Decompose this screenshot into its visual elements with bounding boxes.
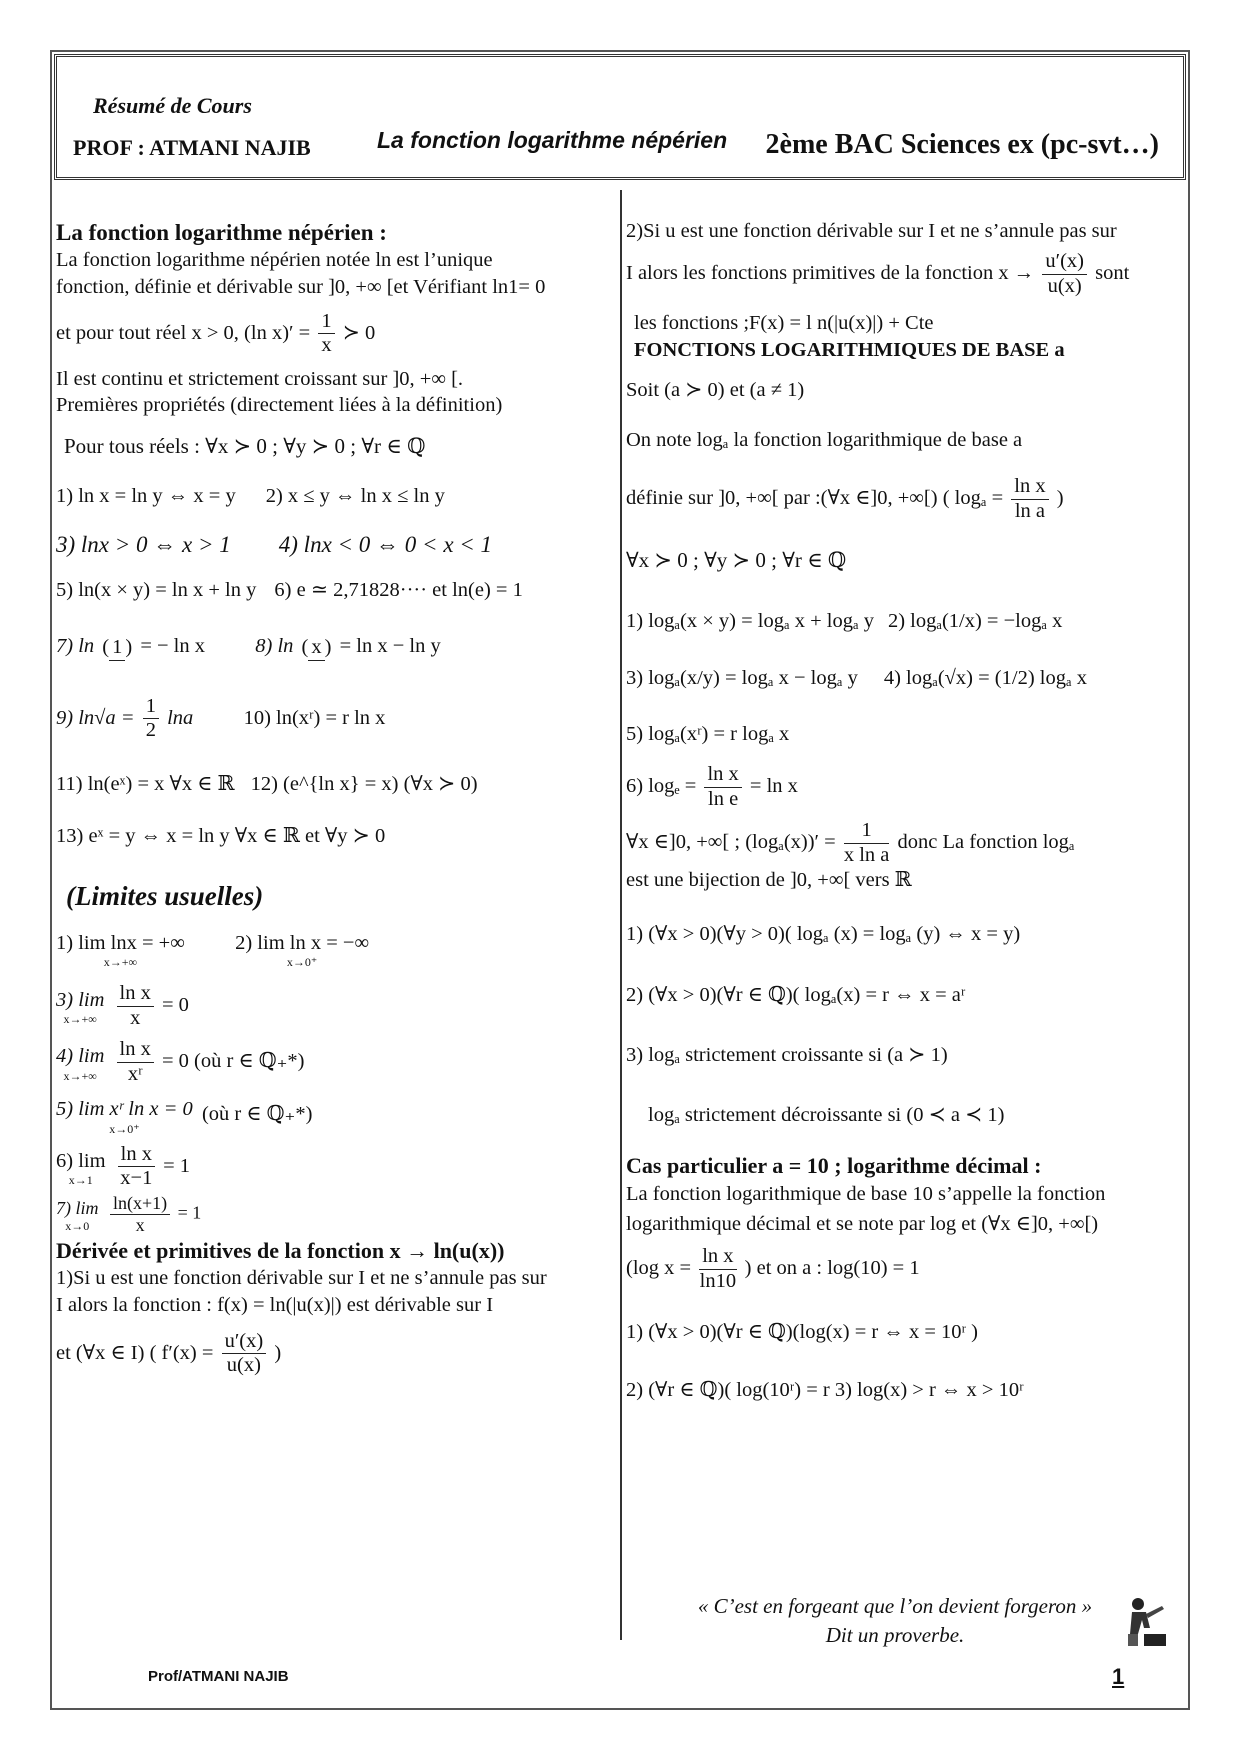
primitive-line: les fonctions ;F(x) = l n(|u(x)|) + Cte (634, 312, 934, 335)
bijection-property: 1) (∀x > 0)(∀y > 0)( logₐ (x) = logₐ (y) ⇔ x = y) (626, 923, 1021, 946)
log-property-row: 1) logₐ(x × y) = logₐ x + logₐ y 2) logₐ(1/x) = −logₐ x (626, 610, 1063, 633)
section-title: Dérivée et primitives de la fonction x → ln(u(x)) (56, 1238, 505, 1264)
property-row: 9) ln√a = $\frac{1}{2}$ lna 10) ln(xʳ) = r ln x (56, 694, 386, 742)
header-resume: Résumé de Cours (93, 93, 252, 118)
base-definition: On note logₐ la fonction logarithmique de base a (626, 429, 1023, 452)
derivative-formula: et (∀x ∈ I) ( f′(x) = $\frac{u'(x)}{u(x)}$ ) (56, 1329, 282, 1377)
limits-title: (Limites usuelles) (66, 881, 264, 912)
log-property-row: 3) logₐ(x/y) = logₐ x − logₐ y 4) logₐ(√x) = (1/2) logₐ x (626, 666, 1087, 689)
definition-derivative: et pour tout réel x > 0, (ln x)′ = $\frac{1}{x}$ ≻ 0 (56, 309, 376, 357)
property-row: 11) ln(eˣ) = x ∀x ∈ ℝ 12) (e^{ln x} = x) (∀x ≻ 0) (56, 772, 478, 795)
continuity-line: Il est continu et strictement croissant sur ]0, +∞ [. (56, 368, 464, 391)
monotonic-property: logₐ strictement décroissante si (0 ≺ a ≺ 1) (648, 1104, 1005, 1127)
decimal-property: 1) (∀x > 0)(∀r ∈ ℚ)(log(x) = r ⇔ x = 10ʳ ) (626, 1321, 978, 1344)
quantifier-line: ∀x ≻ 0 ; ∀y ≻ 0 ; ∀r ∈ ℚ (626, 548, 847, 573)
left-column (56, 218, 616, 1378)
section-title: Cas particulier a = 10 ; logarithme décimal : (626, 1153, 1042, 1179)
quantifier-line: Pour tous réels : ∀x ≻ 0 ; ∀y ≻ 0 ; ∀r ∈ ℚ (64, 433, 426, 458)
derivative-line: 1)Si u est une fonction dérivable sur I et ne s’annule pas sur (56, 1267, 547, 1290)
header-author: PROF : ATMANI NAJIB (73, 135, 311, 160)
log-property-row: 6) logₑ = $\frac{\text{ln x}}{\text{ln e}}$ = ln x (626, 763, 798, 810)
page-number: 1 (1112, 1664, 1125, 1689)
property-row: 7) ln ( 1 ) = − ln x 8) ln ( x ) = ln x − ln y (56, 633, 616, 661)
right-column (626, 218, 1186, 1404)
properties-intro: Premières propriétés (directement liées à la définition) (56, 394, 503, 417)
section-title: La fonction logarithme népérien : (56, 220, 387, 245)
property-row: 1) ln x = ln y ⇔ x = y 2) x ≤ y ⇔ ln x ≤ ln y (56, 485, 445, 508)
log-derivative: ∀x ∈]0, +∞[ ; (logₐ(x))′ = $\frac{1}{\text{x ln a}}$ donc La fonction logₐ (626, 819, 1075, 866)
property-row: 3) lnx > 0 ⇔ x > 1 4) lnx < 0 ⇔ 0 < x < 1 (56, 531, 493, 557)
blacksmith-figure-icon (1124, 1594, 1168, 1648)
decimal-line: logarithmique décimal et se note par log et (∀x ∈]0, +∞[) (626, 1212, 1099, 1235)
column-divider (620, 190, 622, 1640)
bijection-property: 2) (∀x > 0)(∀r ∈ ℚ)( logₐ(x) = r ⇔ x = aʳ (626, 983, 966, 1006)
primitive-line: 2)Si u est une fonction dérivable sur I et ne s’annule pas sur (626, 220, 1117, 242)
footer-author: Prof/ATMANI NAJIB (148, 1668, 289, 1685)
bijection-line: est une bijection de ]0, +∞[ vers ℝ (626, 869, 912, 892)
limit-row: 5) lim xʳ ln x = 0 x→0⁺ (où r ∈ ℚ₊*) (56, 1098, 313, 1136)
header-class: 2ème BAC Sciences ex (pc-svt…) (765, 129, 1159, 160)
limit-row: 3) lim x→+∞ $\frac{\text{ln x}}{x}$ = 0 (56, 982, 189, 1029)
base-definition: définie sur ]0, +∞[ par :(∀x ∈]0, +∞[) ( logₐ = $\frac{\text{ln x}}{\text{ln a}}$ ) (626, 475, 1064, 522)
decimal-property: 2) (∀r ∈ ℚ)( log(10ʳ) = r 3) log(x) > r ⇔ x > 10ʳ (626, 1379, 1024, 1402)
proverb-quote: « C’est en forgeant que l’on devient forgeron » Dit un proverbe. (697, 1594, 1093, 1648)
log-property-row: 5) logₐ(xʳ) = r logₐ x (626, 722, 790, 745)
primitive-line: I alors les fonctions primitives de la fonction x → $\frac{u'(x)}{u(x)}$ sont (626, 250, 1130, 297)
decimal-line: La fonction logarithmique de base 10 s’appelle la fonction (626, 1182, 1106, 1205)
definition-line: La fonction logarithme népérien notée ln est l’unique (56, 249, 493, 272)
limit-row: 4) lim x→+∞ $\frac{\text{ln x}}{\text{xʳ}}$ = 0 (où r ∈ ℚ₊*) (56, 1038, 305, 1085)
property-row: 13) eˣ = y ⇔ x = ln y ∀x ∈ ℝ et ∀y ≻ 0 (56, 825, 386, 848)
section-title: FONCTIONS LOGARITHMIQUES DE BASE a (634, 338, 1065, 361)
definition-line: fonction, définie et dérivable sur ]0, +∞ [et Vérifiant ln1= 0 (56, 275, 546, 298)
limit-row: 6) lim x→1 $\frac{\text{ln x}}{x-1}$ = 1 (56, 1142, 191, 1190)
base-condition: Soit (a ≻ 0) et (a ≠ 1) (626, 378, 805, 401)
derivative-line: I alors la fonction : f(x) = ln(|u(x)|) est dérivable sur I (56, 1293, 494, 1316)
decimal-line: (log x = $\frac{\text{ln x}}{\ln 10}$ ) et on a : log(10) = 1 (626, 1245, 920, 1292)
limit-row: 7) lim x→0 $\frac{\ln(x+1)}{x}$ = 1 (56, 1192, 202, 1235)
monotonic-property: 3) logₐ strictement croissante si (a ≻ 1) (626, 1043, 948, 1066)
property-row: 5) ln(x × y) = ln x + ln y 6) e ≃ 2,71828···· et ln(e) = 1 (56, 579, 523, 602)
page-title: La fonction logarithme népérien (377, 127, 728, 153)
limit-row: 1) lim lnx = +∞ x→+∞ 2) lim ln x = −∞ x→0⁺ (56, 932, 370, 970)
header (54, 54, 1186, 180)
